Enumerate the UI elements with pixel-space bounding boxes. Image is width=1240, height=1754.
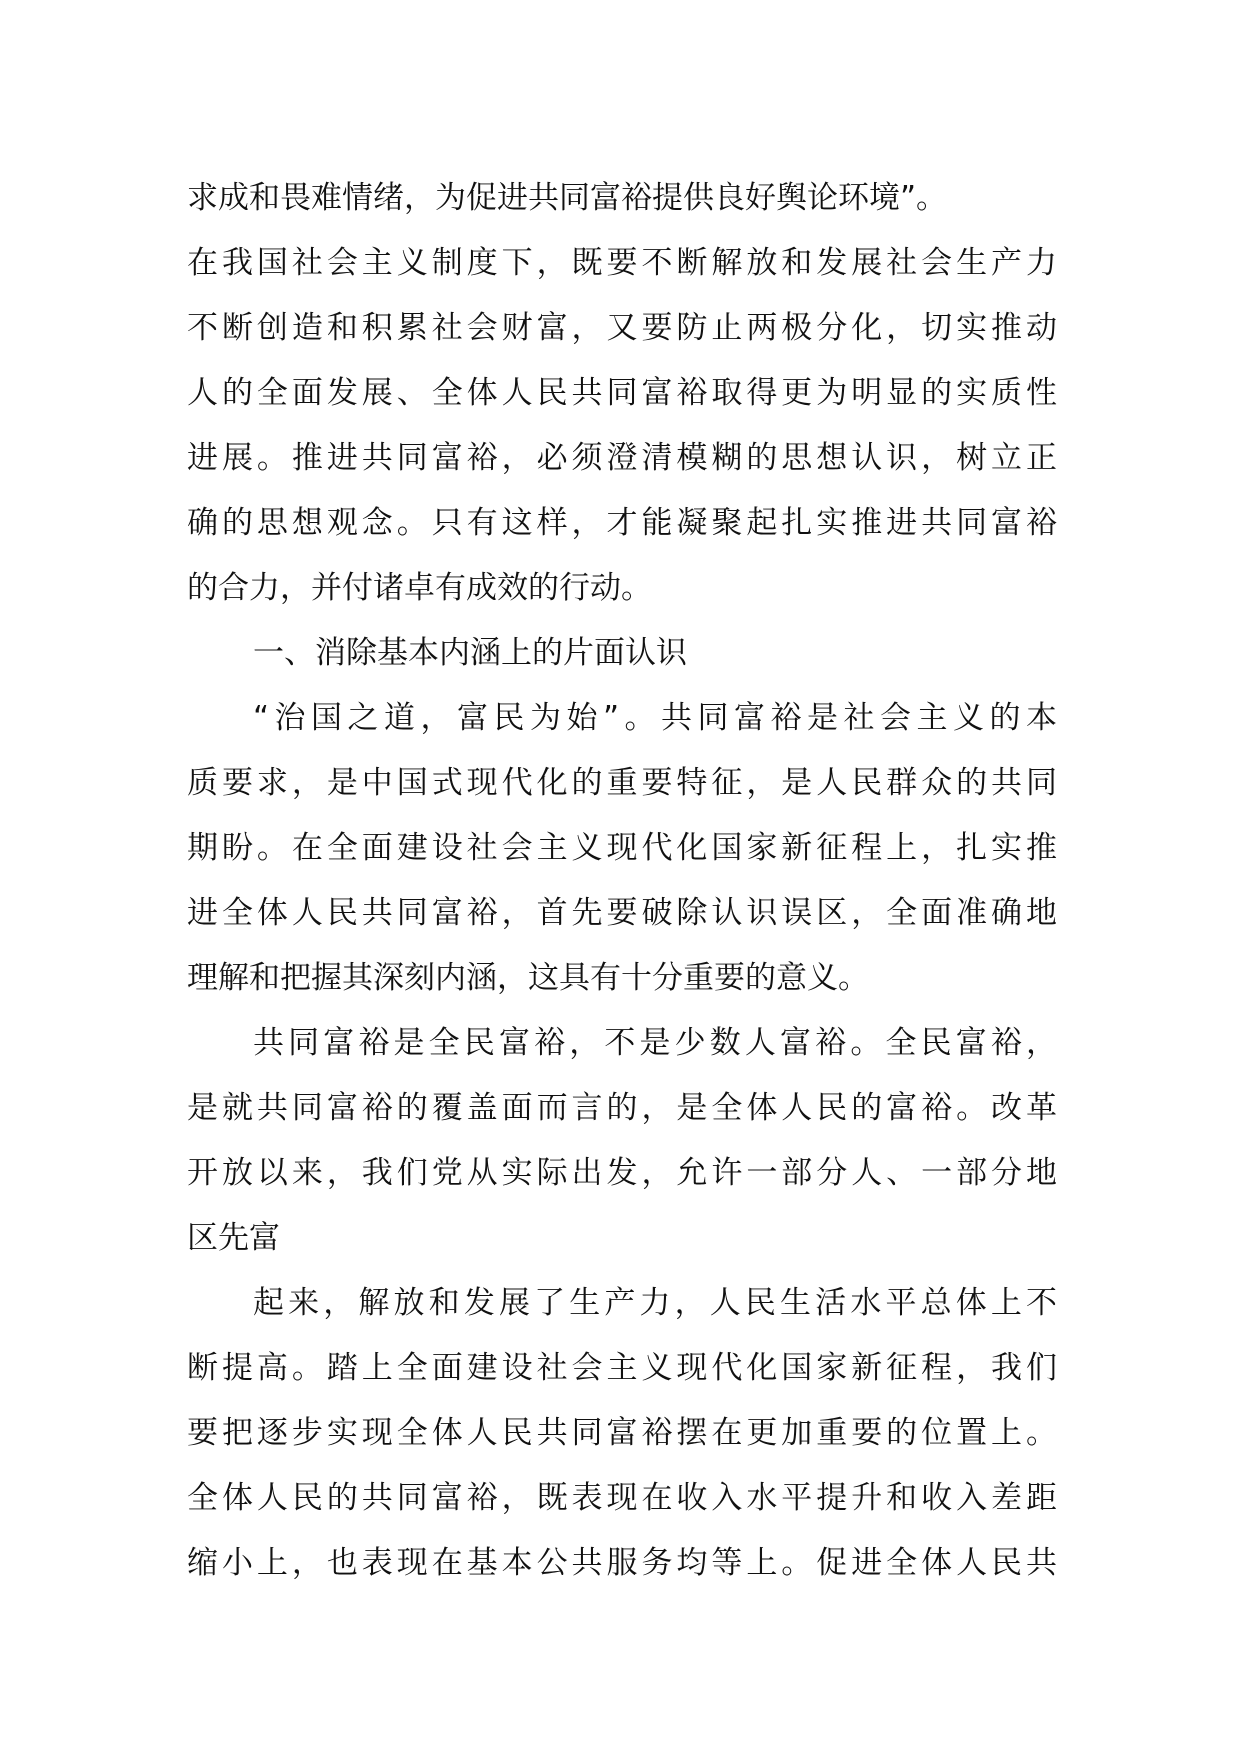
text-line: 人的全面发展、全体人民共同富裕取得更为明显的实质性 [187, 375, 1057, 411]
text-line: 质要求，是中国式现代化的重要特征，是人民群众的共同 [187, 765, 1057, 801]
text-line: 要把逐步实现全体人民共同富裕摆在更加重要的位置上。 [187, 1415, 1057, 1451]
text-line: 的合力，并付诸卓有成效的行动。 [187, 570, 652, 606]
text-line: 进展。推进共同富裕，必须澄清模糊的思想认识，树立正 [187, 440, 1057, 476]
text-line: 全体人民的共同富裕，既表现在收入水平提升和收入差距 [187, 1480, 1057, 1516]
text-line: 开放以来，我们党从实际出发，允许一部分人、一部分地 [187, 1155, 1057, 1191]
text-line: 区先富 [187, 1220, 280, 1256]
text-line: 共同富裕是全民富裕，不是少数人富裕。全民富裕， [253, 1025, 1057, 1061]
text-line: 是就共同富裕的覆盖面而言的，是全体人民的富裕。改革 [187, 1090, 1057, 1126]
text-line: 进全体人民共同富裕，首先要破除认识误区，全面准确地 [187, 895, 1057, 931]
text-line: 求成和畏难情绪，为促进共同富裕提供良好舆论环境”。 [187, 180, 948, 216]
body-text [187, 166, 1057, 1596]
text-line: 期盼。在全面建设社会主义现代化国家新征程上，扎实推 [187, 830, 1057, 866]
text-line: 缩小上，也表现在基本公共服务均等上。促进全体人民共 [187, 1545, 1057, 1581]
text-line: “治国之道，富民为始”。共同富裕是社会主义的本 [253, 700, 1057, 736]
text-line: 起来，解放和发展了生产力，人民生活水平总体上不 [253, 1285, 1057, 1321]
text-line: 确的思想观念。只有这样，才能凝聚起扎实推进共同富裕 [187, 505, 1057, 541]
section-heading: 一、消除基本内涵上的片面认识 [253, 635, 687, 671]
text-line: 不断创造和积累社会财富，又要防止两极分化，切实推动 [187, 310, 1057, 346]
text-line: 断提高。踏上全面建设社会主义现代化国家新征程，我们 [187, 1350, 1057, 1386]
text-line: 在我国社会主义制度下，既要不断解放和发展社会生产力 [187, 245, 1057, 281]
text-line: 理解和把握其深刻内涵，这具有十分重要的意义。 [187, 960, 869, 996]
